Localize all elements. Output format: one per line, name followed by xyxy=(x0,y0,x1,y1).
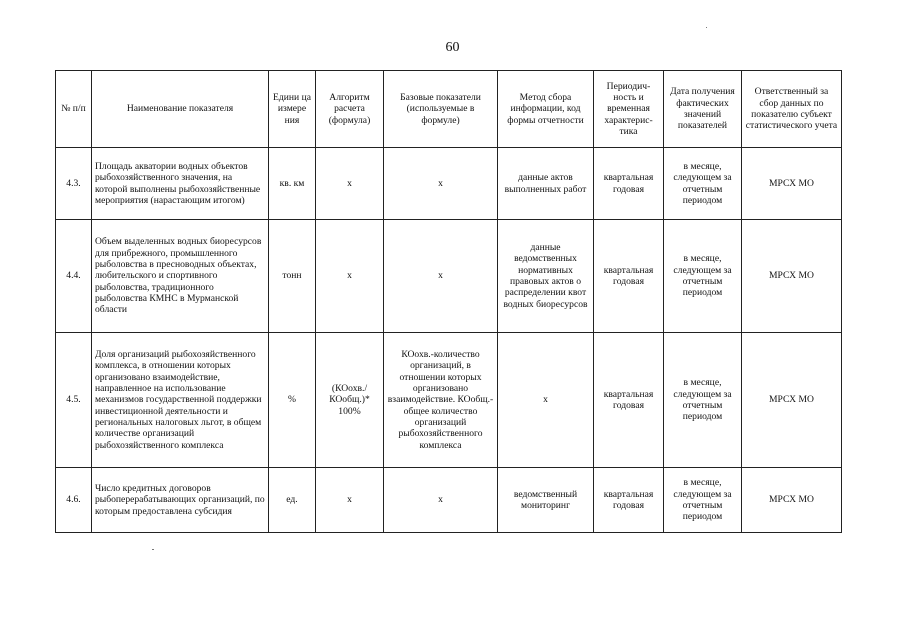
base-indicators: х xyxy=(384,148,498,220)
date: в месяце, следующем за отчетным периодом xyxy=(664,468,742,533)
page-number: 60 xyxy=(445,40,460,55)
header-number: № п/п xyxy=(56,71,92,148)
unit: % xyxy=(269,333,316,468)
periodicity: квартальная годовая xyxy=(594,333,664,468)
indicator-name: Площадь акватории водных объектов рыбохозяйственного значения, на которой выполнены рыбохозяйственные мероприятия (нарастающим итогом) xyxy=(92,148,269,220)
responsible: МРСХ МО xyxy=(742,148,842,220)
header-indicator-name: Наименование показателя xyxy=(92,71,269,148)
date: в месяце, следующем за отчетным периодом xyxy=(664,333,742,468)
formula: х xyxy=(316,148,384,220)
row-number: 4.6. xyxy=(56,468,92,533)
row-number: 4.5. xyxy=(56,333,92,468)
collection-method: х xyxy=(498,333,594,468)
responsible: МРСХ МО xyxy=(742,333,842,468)
formula: х xyxy=(316,220,384,333)
unit: ед. xyxy=(269,468,316,533)
header-formula: Алгоритм расчета (формула) xyxy=(316,71,384,148)
collection-method: данные ведомственных нормативных правовых актов о распределении квот водных биоресурсов xyxy=(498,220,594,333)
scan-speck xyxy=(706,27,707,28)
indicator-name: Доля организаций рыбохозяйственного комплекса, в отношении которых организовано взаимодействие, направленное на использование механизмов государственной поддержки инвестиционной деятельности и региональных налоговых льгот, в общем количестве организаций рыбохозяйственного комплекса xyxy=(92,333,269,468)
base-indicators: х xyxy=(384,468,498,533)
row-number: 4.3. xyxy=(56,148,92,220)
indicator-name: Число кредитных договоров рыбоперерабатывающих организаций, по которым предоставлена субсидия xyxy=(92,468,269,533)
base-indicators: КОохв.-количество организаций, в отношении которых организовано взаимодействие. КОобщ.-общее количество организаций рыбохозяйственного комплекса xyxy=(384,333,498,468)
collection-method: ведомственный мониторинг xyxy=(498,468,594,533)
date: в месяце, следующем за отчетным периодом xyxy=(664,148,742,220)
header-collection-method: Метод сбора информации, код формы отчетности xyxy=(498,71,594,148)
unit: тонн xyxy=(269,220,316,333)
collection-method: данные актов выполненных работ xyxy=(498,148,594,220)
header-periodicity: Периодич-ность и временная характерис-тика xyxy=(594,71,664,148)
responsible: МРСХ МО xyxy=(742,220,842,333)
responsible: МРСХ МО xyxy=(742,468,842,533)
date: в месяце, следующем за отчетным периодом xyxy=(664,220,742,333)
table-row xyxy=(56,148,842,220)
scan-speck xyxy=(152,549,154,550)
indicator-name: Объем выделенных водных биоресурсов для прибрежного, промышленного рыболовства в пресноводных объектах, любительского и спортивного рыболовства, традиционного рыболовства КМНС в Мурманской области xyxy=(92,220,269,333)
formula: (КОохв./ КОобщ.)* 100% xyxy=(316,333,384,468)
base-indicators: х xyxy=(384,220,498,333)
table-row xyxy=(56,220,842,333)
periodicity: квартальная годовая xyxy=(594,148,664,220)
unit: кв. км xyxy=(269,148,316,220)
table-row xyxy=(56,468,842,533)
header-date: Дата получения фактических значений показателей xyxy=(664,71,742,148)
header-unit: Едини ца измере ния xyxy=(269,71,316,148)
table-row xyxy=(56,333,842,468)
header-base-indicators: Базовые показатели (используемые в формуле) xyxy=(384,71,498,148)
table-header-row xyxy=(56,71,842,148)
row-number: 4.4. xyxy=(56,220,92,333)
indicators-table xyxy=(55,70,842,533)
periodicity: квартальная годовая xyxy=(594,468,664,533)
header-responsible: Ответственный за сбор данных по показателю субъект статистического учета xyxy=(742,71,842,148)
formula: х xyxy=(316,468,384,533)
periodicity: квартальная годовая xyxy=(594,220,664,333)
